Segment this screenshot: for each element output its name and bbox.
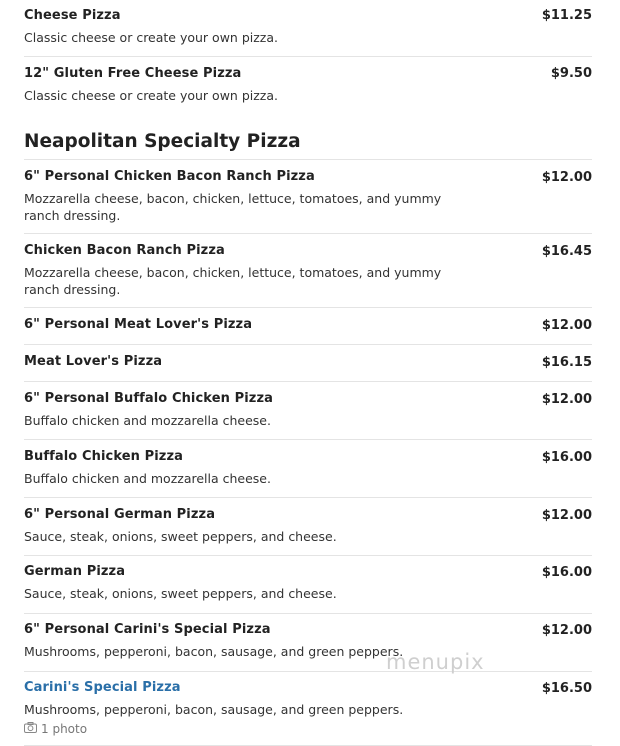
menu-item: [24, 57, 592, 113]
menu-item: [24, 308, 592, 345]
item-price: $16.45: [541, 244, 592, 259]
item-price: $12.00: [541, 508, 592, 523]
menu-item: [24, 345, 592, 382]
item-name: Cheese Pizza: [24, 8, 121, 23]
item-name: 6" Personal Carini's Special Pizza: [24, 622, 271, 637]
item-description: Mozzarella cheese, bacon, chicken, lettuce, tomatoes, and yummy ranch dressing.: [24, 191, 442, 223]
item-name: 6" Personal Buffalo Chicken Pizza: [24, 391, 273, 406]
item-price: $16.15: [541, 355, 592, 370]
menu-item: [24, 0, 592, 57]
item-price: $12.00: [541, 623, 592, 638]
item-price: $16.00: [541, 450, 592, 465]
menu-item: [24, 498, 592, 556]
item-price: $12.00: [541, 318, 592, 333]
menu-item: [24, 440, 592, 498]
item-description: Sauce, steak, onions, sweet peppers, and cheese.: [24, 529, 337, 544]
watermark: menupix: [386, 650, 485, 674]
item-name: 12" Gluten Free Cheese Pizza: [24, 66, 242, 81]
item-description: Mushrooms, pepperoni, bacon, sausage, and green peppers.: [24, 644, 404, 659]
photo-link[interactable]: [24, 722, 87, 736]
menu-item: [24, 614, 592, 672]
item-price: $16.00: [541, 565, 592, 580]
item-description: Classic cheese or create your own pizza.: [24, 88, 278, 103]
menu-item: [24, 672, 592, 746]
item-description: Classic cheese or create your own pizza.: [24, 30, 278, 45]
item-price: $12.00: [541, 170, 592, 185]
item-name-link[interactable]: Carini's Special Pizza: [24, 680, 181, 695]
item-name: Buffalo Chicken Pizza: [24, 449, 184, 464]
item-description: Mozzarella cheese, bacon, chicken, lettuce, tomatoes, and yummy ranch dressing.: [24, 265, 442, 297]
menu-item: [24, 382, 592, 440]
item-price: $16.50: [541, 681, 592, 696]
item-price: $11.25: [541, 8, 592, 23]
section-title: Neapolitan Specialty Pizza: [24, 131, 301, 152]
item-name: German Pizza: [24, 564, 126, 579]
item-name: 6" Personal Chicken Bacon Ranch Pizza: [24, 169, 315, 184]
menu-item: [24, 234, 592, 308]
photo-count: 1 photo: [41, 722, 88, 736]
item-description: Sauce, steak, onions, sweet peppers, and cheese.: [24, 586, 337, 601]
item-description: Mushrooms, pepperoni, bacon, sausage, and green peppers.: [24, 702, 404, 717]
menu-item: [24, 160, 592, 234]
menu-item: [24, 556, 592, 614]
item-name: Chicken Bacon Ranch Pizza: [24, 243, 225, 258]
item-description: Buffalo chicken and mozzarella cheese.: [24, 413, 271, 428]
item-price: $9.50: [550, 66, 592, 81]
item-name: Meat Lover's Pizza: [24, 354, 163, 369]
camera-icon: [24, 722, 37, 736]
item-name: 6" Personal German Pizza: [24, 507, 216, 522]
item-description: Buffalo chicken and mozzarella cheese.: [24, 471, 271, 486]
item-name: 6" Personal Meat Lover's Pizza: [24, 317, 253, 332]
item-price: $12.00: [541, 392, 592, 407]
